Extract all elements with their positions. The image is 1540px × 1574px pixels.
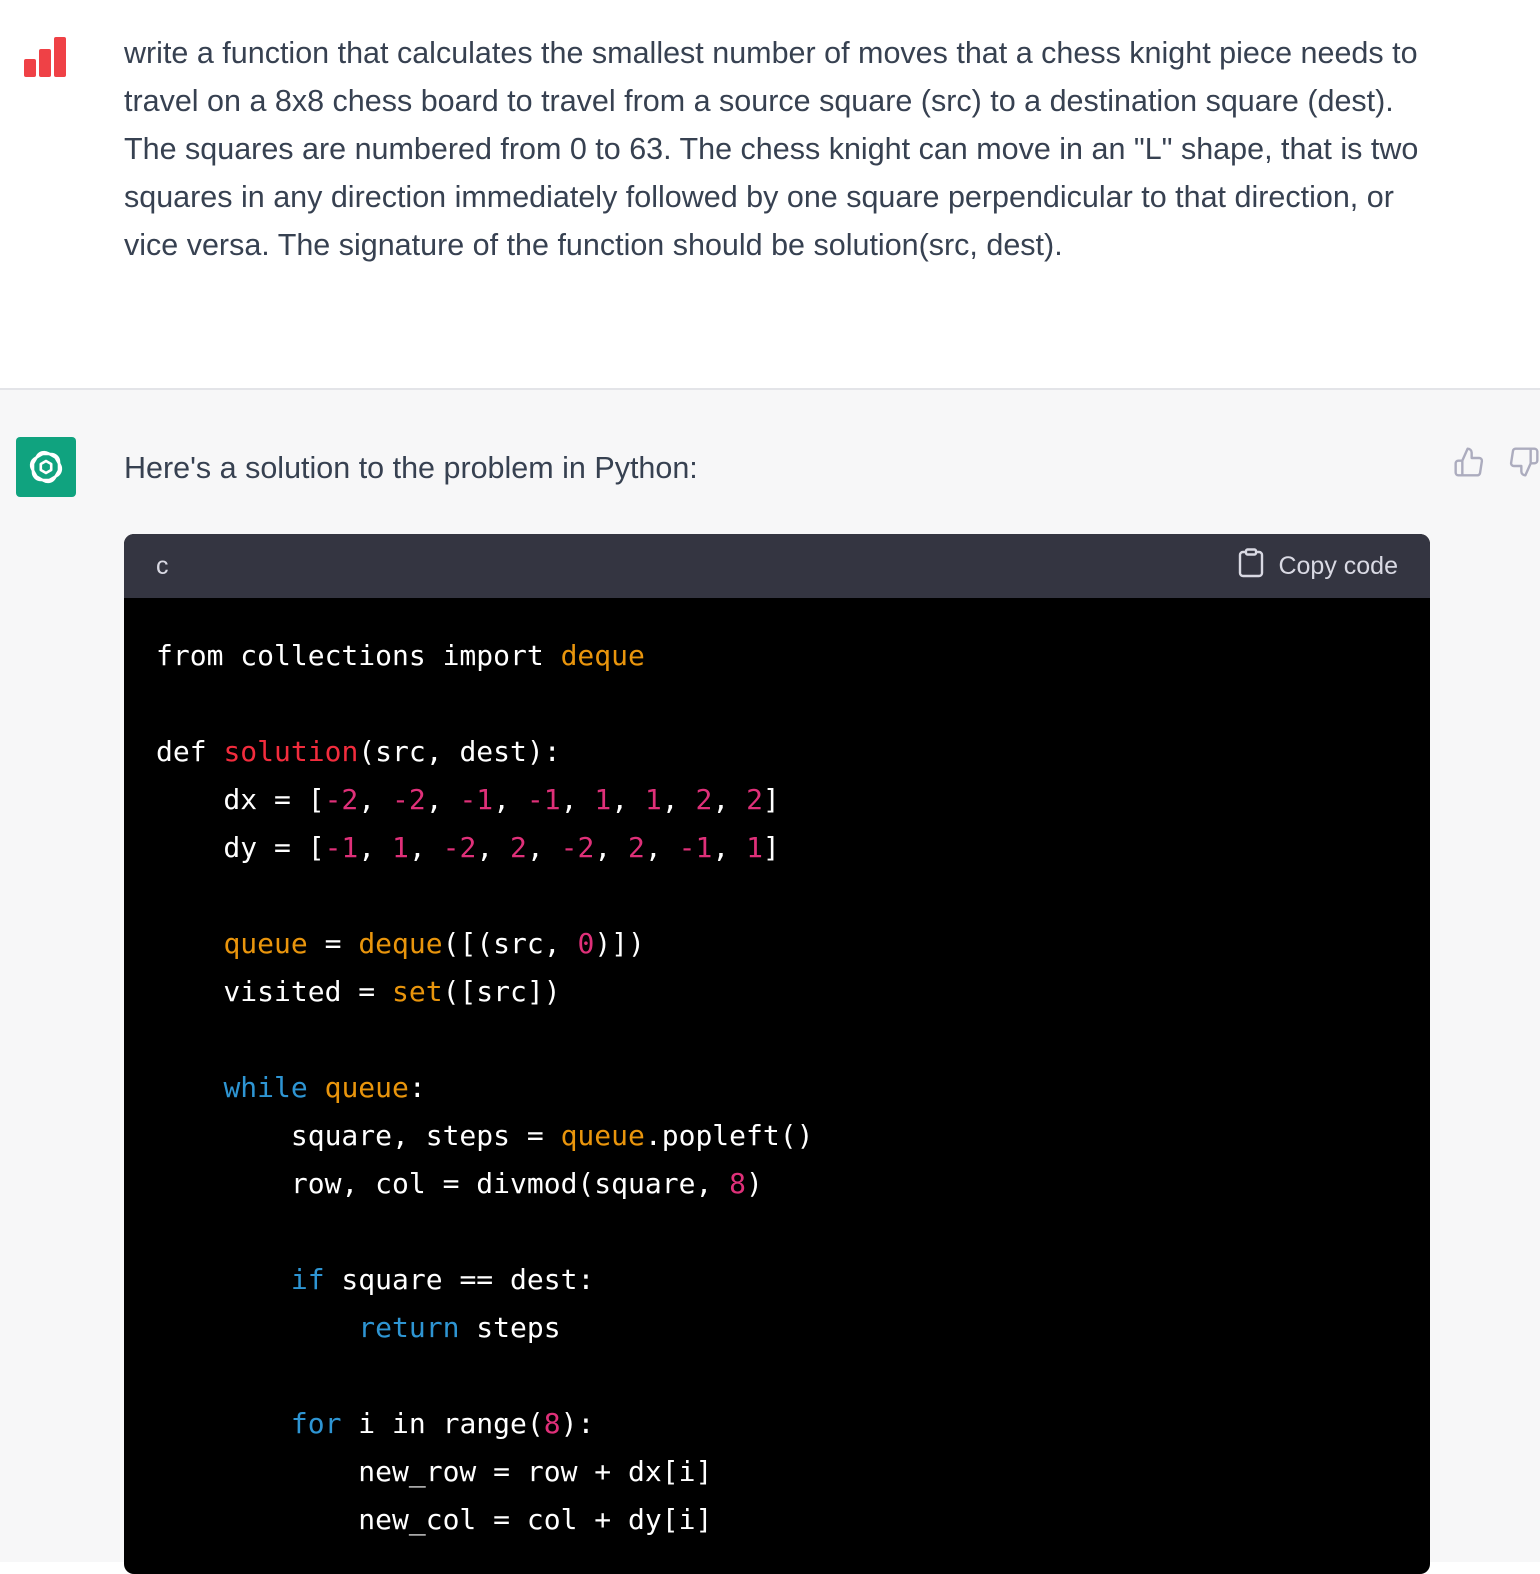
code-token: .popleft() <box>644 1119 814 1152</box>
code-token: deque <box>358 927 443 960</box>
code-token: queue <box>560 1119 645 1152</box>
copy-code-label: Copy code <box>1278 551 1398 580</box>
code-token <box>156 1071 223 1104</box>
code-token: ): <box>560 1407 595 1440</box>
code-line <box>156 1016 1430 1064</box>
code-line <box>156 920 1430 968</box>
code-token: ] <box>762 831 780 864</box>
code-token: def <box>156 735 224 768</box>
code-token: steps <box>459 1311 561 1344</box>
code-token: 2 <box>695 783 713 816</box>
code-token: return <box>358 1311 460 1344</box>
code-line <box>156 1256 1430 1304</box>
code-token: i in range( <box>341 1407 544 1440</box>
code-line <box>156 1352 1430 1400</box>
code-token: , <box>425 783 460 816</box>
code-line <box>156 1160 1430 1208</box>
thumbs-down-icon[interactable] <box>1508 446 1540 483</box>
code-token: if <box>290 1263 325 1296</box>
code-token: )]) <box>594 927 645 960</box>
code-token: , <box>408 831 443 864</box>
code-content <box>124 598 1430 1544</box>
code-line <box>156 1304 1430 1352</box>
code-block-header <box>124 534 1430 598</box>
code-token: , <box>712 783 747 816</box>
code-token: ([(src, <box>442 927 578 960</box>
code-token: -2 <box>442 831 477 864</box>
code-token: , <box>644 831 679 864</box>
code-token <box>156 1311 358 1344</box>
code-token: : <box>408 1071 426 1104</box>
code-token: , <box>493 783 527 816</box>
code-token: for <box>290 1407 342 1440</box>
code-token: = <box>307 927 359 960</box>
code-token: 1 <box>644 783 662 816</box>
code-token: 8 <box>543 1407 561 1440</box>
code-token: , <box>526 831 561 864</box>
code-token: visited = <box>156 975 393 1008</box>
thumbs-up-icon[interactable] <box>1453 446 1485 483</box>
code-line <box>156 728 1430 776</box>
code-token: dy = [ <box>156 831 325 864</box>
code-token: , <box>594 831 629 864</box>
code-line <box>156 1448 1430 1496</box>
code-token: 8 <box>729 1167 747 1200</box>
code-token: , <box>358 783 393 816</box>
assistant-message <box>0 390 1540 1562</box>
code-block <box>124 534 1430 1574</box>
code-token: 1 <box>594 783 612 816</box>
code-language-label: c <box>156 551 169 580</box>
code-line <box>156 776 1430 824</box>
code-token: queue <box>223 927 308 960</box>
code-token: new_col = col + dy[i] <box>156 1503 713 1536</box>
code-token: , <box>358 831 393 864</box>
assistant-intro-text: Here's a solution to the problem in Python: <box>124 451 698 485</box>
code-token: -2 <box>324 783 359 816</box>
code-token: square, steps = <box>156 1119 561 1152</box>
code-token: 1 <box>746 831 763 864</box>
code-token: while <box>223 1071 308 1104</box>
openai-logo-icon <box>16 437 76 497</box>
code-token: solution <box>223 735 359 768</box>
code-token: deque <box>560 639 645 672</box>
code-token: queue <box>324 1071 409 1104</box>
code-token: , <box>476 831 511 864</box>
clipboard-icon <box>1238 548 1264 585</box>
code-line <box>156 632 1430 680</box>
code-token: row, col = divmod(square, <box>156 1167 730 1200</box>
code-token: , <box>611 783 645 816</box>
code-token: new_row = row + dx[i] <box>156 1455 713 1488</box>
code-line <box>156 1496 1430 1544</box>
code-token: from collections import <box>156 639 561 672</box>
code-token: 2 <box>628 831 645 864</box>
code-token: -1 <box>324 831 359 864</box>
code-token <box>156 1263 291 1296</box>
code-line <box>156 1112 1430 1160</box>
code-line <box>156 1400 1430 1448</box>
code-token: square == dest: <box>324 1263 595 1296</box>
code-token: 1 <box>392 831 409 864</box>
code-token: dx = [ <box>156 783 325 816</box>
code-token: 2 <box>510 831 527 864</box>
copy-code-button[interactable] <box>1238 548 1398 585</box>
code-line <box>156 680 1430 728</box>
code-token: -1 <box>678 831 713 864</box>
code-line <box>156 1208 1430 1256</box>
code-token: (src, dest): <box>358 735 561 768</box>
code-token: ) <box>746 1167 763 1200</box>
code-token: -2 <box>392 783 426 816</box>
bar-chart-icon <box>24 37 68 77</box>
user-message-text: write a function that calculates the smallest number of moves that a chess knight piece needs to travel on a 8x8 chess board to travel from a source square (src) to a destination square (dest). The squares are numbered from 0 to 63. The chess knight can move in an "L" shape, that is two squares in any direction immediately followed by one square perpendicular to that direction, or vice versa. The signature of the function should be solution(src, dest). <box>124 36 1419 262</box>
code-token <box>308 1071 325 1104</box>
code-line <box>156 968 1430 1016</box>
code-line <box>156 1064 1430 1112</box>
code-token: 2 <box>746 783 763 816</box>
code-token: -1 <box>526 783 561 816</box>
code-token <box>156 927 223 960</box>
code-line <box>156 872 1430 920</box>
code-token: , <box>560 783 595 816</box>
code-token: set <box>392 975 443 1008</box>
code-token <box>156 1407 291 1440</box>
code-token: 0 <box>577 927 595 960</box>
code-token: -1 <box>459 783 494 816</box>
code-token: , <box>712 831 747 864</box>
user-message <box>0 0 1540 390</box>
code-token: , <box>661 783 696 816</box>
code-token: ([src]) <box>442 975 561 1008</box>
code-token: ] <box>762 783 780 816</box>
code-token: -2 <box>560 831 595 864</box>
code-line <box>156 824 1430 872</box>
